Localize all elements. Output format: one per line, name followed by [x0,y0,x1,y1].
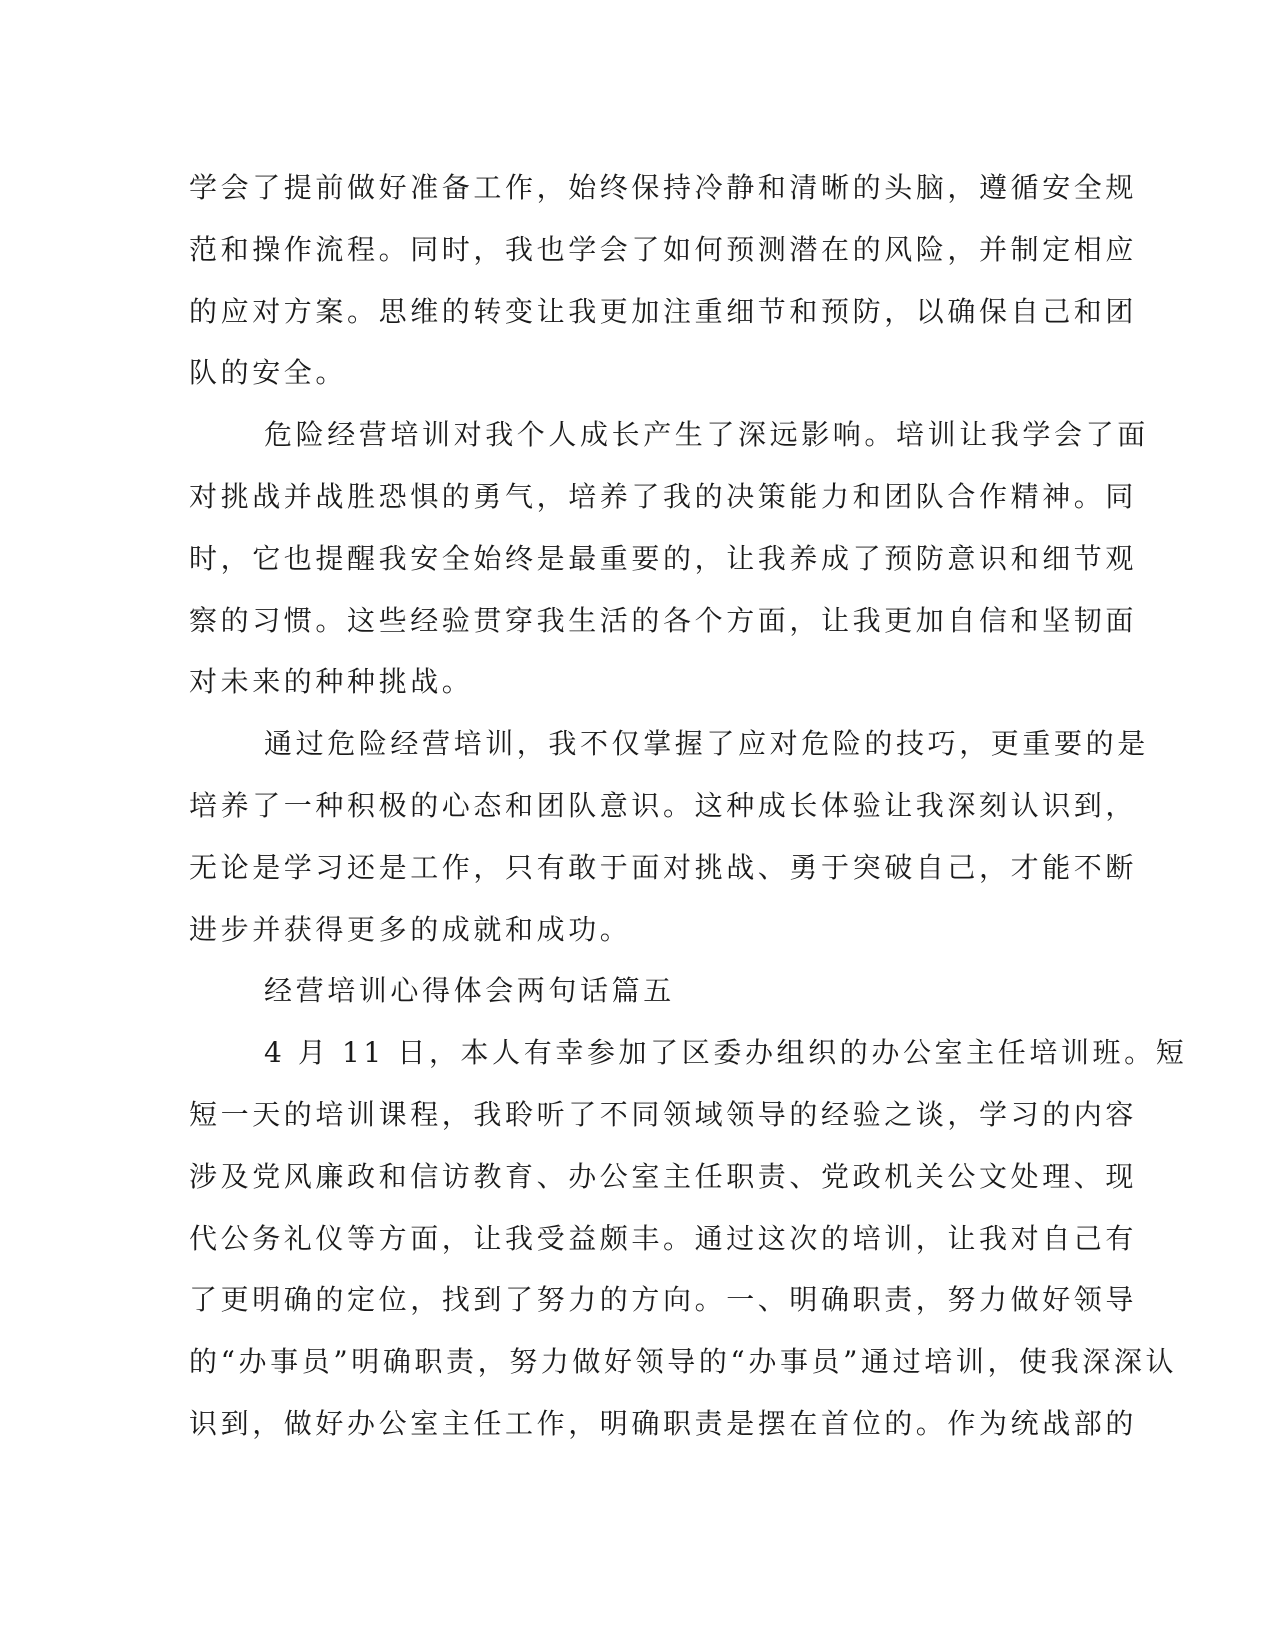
text-line: 学会了提前做好准备工作，始终保持冷静和清晰的头脑，遵循安全规 [189,171,1138,204]
text-line: 代公务礼仪等方面，让我受益颇丰。通过这次的培训，让我对自己有 [189,1221,1138,1255]
text-line: 涉及党风廉政和信访教育、办公室主任职责、党政机关公文处理、现 [189,1159,1138,1193]
text-line: 进步并获得更多的成就和成功。 [189,912,632,946]
paragraph [189,157,1138,404]
text-line: 4 月 11 日，本人有幸参加了区委办组织的办公室主任培训班。短 [264,1036,1188,1070]
text-line: 对未来的种种挑战。 [189,665,474,699]
text-line: 范和操作流程。同时，我也学会了如何预测潜在的风险，并制定相应 [189,232,1138,266]
text-line: 对挑战并战胜恐惧的勇气，培养了我的决策能力和团队合作精神。同 [189,479,1138,513]
text-line: 危险经营培训对我个人成长产生了深远影响。培训让我学会了面 [264,418,1149,452]
text-line: 察的习惯。这些经验贯穿我生活的各个方面，让我更加自信和坚韧面 [189,603,1138,637]
text-line: 的“办事员”明确职责，努力做好领导的“办事员”通过培训，使我深深认 [189,1345,1178,1379]
text-line: 短一天的培训课程，我聆听了不同领域领导的经验之谈，学习的内容 [189,1097,1138,1131]
text-line: 时，它也提醒我安全始终是最重要的，让我养成了预防意识和细节观 [189,541,1138,575]
section-heading [189,960,1094,1022]
text-line: 培养了一种积极的心态和团队意识。这种成长体验让我深刻认识到， [189,788,1138,822]
text-line: 了更明确的定位，找到了努力的方向。一、明确职责，努力做好领导 [189,1283,1138,1317]
text-line: 通过危险经营培训，我不仅掌握了应对危险的技巧，更重要的是 [264,727,1149,761]
heading-line: 经营培训心得体会两句话篇五 [264,974,675,1008]
text-line: 的应对方案。思维的转变让我更加注重细节和预防，以确保自己和团 [189,294,1138,328]
text-line: 识到，做好办公室主任工作，明确职责是摆在首位的。作为统战部的 [189,1406,1138,1440]
paragraph [189,713,1149,960]
paragraph [189,1022,1188,1455]
document-body [189,157,1188,1455]
paragraph [189,404,1149,713]
text-line: 无论是学习还是工作，只有敢于面对挑战、勇于突破自己，才能不断 [189,850,1138,884]
text-line: 队的安全。 [189,356,348,390]
